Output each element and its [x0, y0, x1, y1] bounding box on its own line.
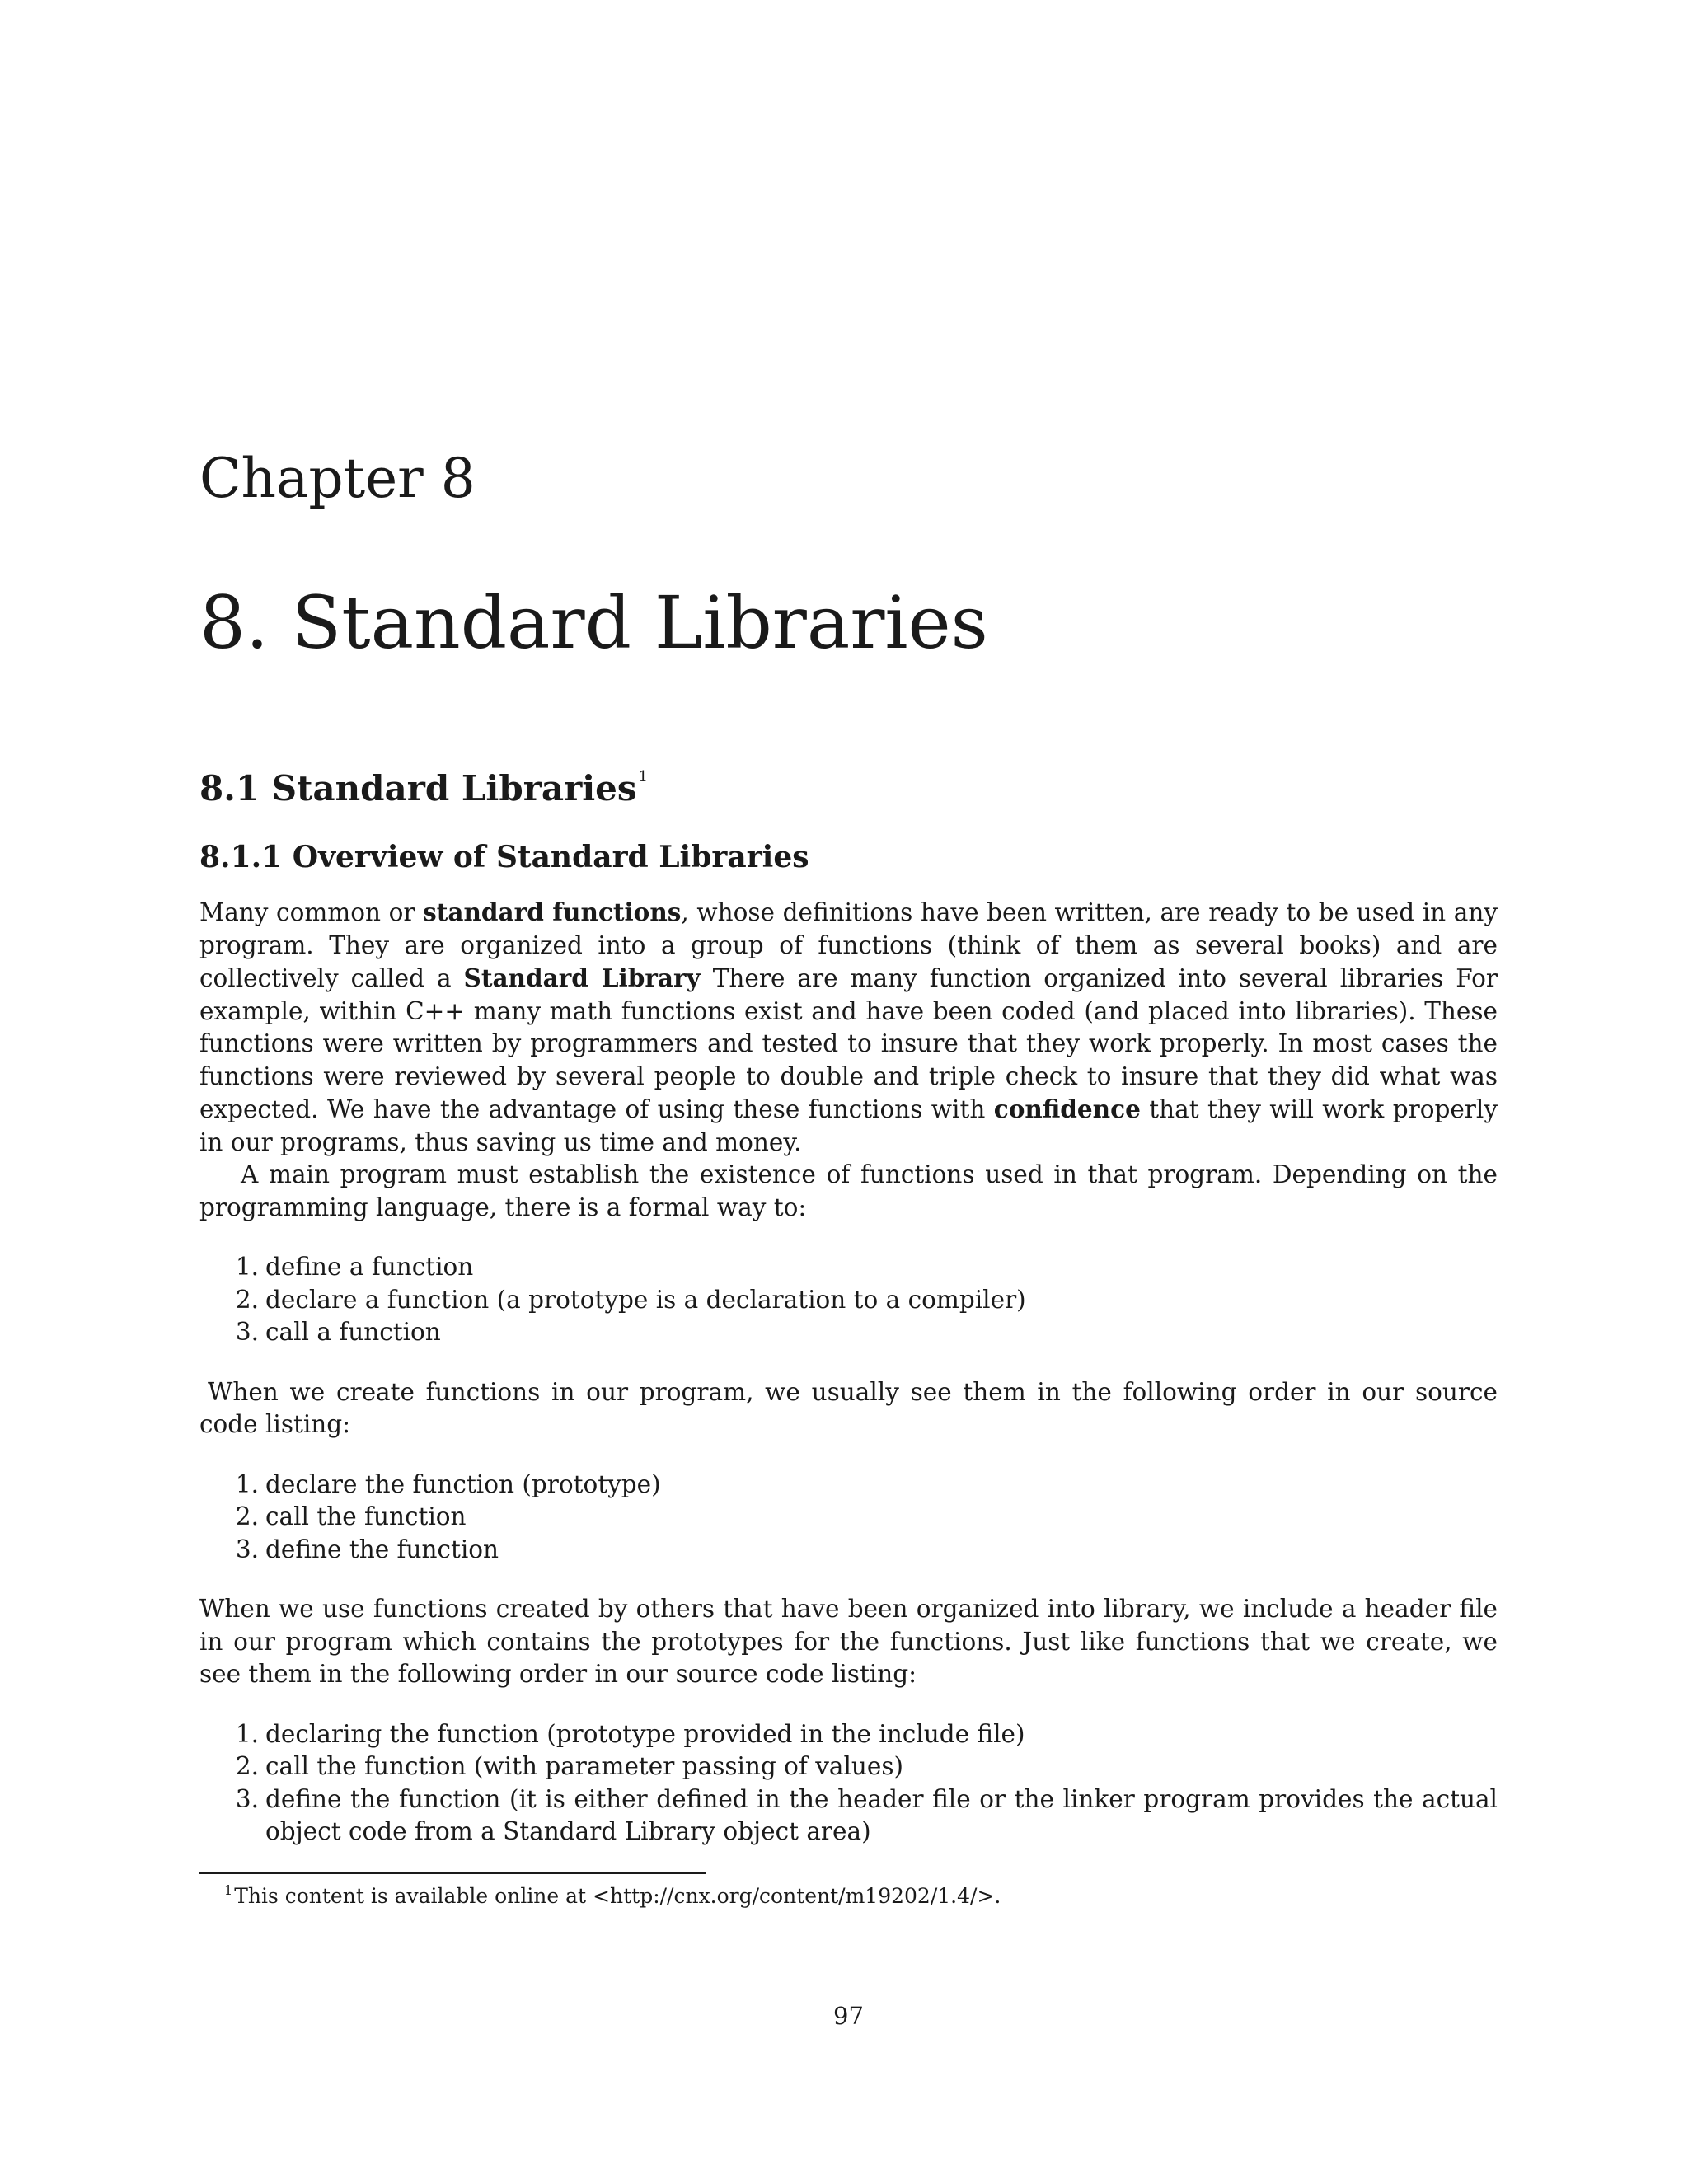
list-number: 3. [235, 1535, 259, 1563]
subsection-heading: 8.1.1 Overview of Standard Libraries [199, 840, 809, 874]
bold-term: confidence [993, 1094, 1141, 1123]
list-number: 2. [235, 1502, 259, 1530]
list-item-text: call a function [265, 1318, 441, 1346]
paragraph-main-program: A main program must establish the existence of functions used in that program. Depending on the programming language, there is a formal way to: [199, 1160, 1498, 1221]
list-item-text: declare a function (a prototype is a declaration to a compiler) [265, 1285, 1026, 1314]
footnote [224, 1884, 1001, 1909]
list-item [235, 1316, 1498, 1349]
paragraph-text: There are many function organized into several libraries For example, within C++ many math functions exist and have been coded (and placed into libraries). These functions were written by programmers and tested to insure that they work properly. In most cases the functions were reviewed by several people to double and triple check to insure that they did what was expected. We have the advantage of using these functions with [199, 964, 1498, 1123]
list-number: 3. [235, 1318, 259, 1346]
paragraph-library-functions: When we use functions created by others that have been organized into library, we include a header file in our program which contains the prototypes for the functions. Just like functions that we create, we see them in the following order in our source code listing: [199, 1595, 1498, 1688]
document-page [199, 0, 1498, 2184]
list-item [235, 1469, 1498, 1502]
paragraph-text: Many common or [199, 898, 424, 926]
paragraph-text: that they will work properly in our programs, thus saving us time and money. [199, 1095, 1498, 1156]
list-item [235, 1501, 1498, 1534]
list-item [235, 1284, 1498, 1317]
list-number: 2. [235, 1752, 259, 1780]
bold-term: Standard Library [463, 963, 701, 992]
list-number: 1. [235, 1719, 259, 1748]
page-number: 97 [833, 2002, 864, 2030]
list-item [235, 1251, 1498, 1284]
list-formal-ways [199, 1251, 1498, 1349]
list-item [235, 1534, 1498, 1567]
footnote-reference: 1 [638, 768, 648, 785]
chapter-label: Chapter 8 [199, 447, 476, 510]
paragraph-overview [199, 896, 1498, 1159]
list-item [235, 1783, 1498, 1849]
section-heading-text: 8.1 Standard Libraries [199, 768, 637, 808]
section-heading [199, 768, 648, 808]
list-library-functions-order [199, 1718, 1498, 1849]
footnote-marker: 1 [224, 1882, 233, 1898]
list-item-text: define the function (it is either defined in the header file or the linker program provides the actual object code from a Standard Library object area) [265, 1784, 1498, 1845]
footnote-divider [199, 1872, 706, 1874]
list-number: 1. [235, 1253, 259, 1281]
body-text [199, 896, 1498, 1876]
bold-term: standard functions [423, 898, 682, 926]
list-item-text: define a function [265, 1253, 474, 1281]
list-item-text: call the function (with parameter passing of values) [265, 1752, 904, 1780]
list-item-text: define the function [265, 1535, 499, 1563]
list-item-text: declaring the function (prototype provided in the include file) [265, 1719, 1025, 1748]
paragraph-text: , whose definitions have been written, are ready to be used in any program. They are organized into a group of functions (think of them as several books) and are collectively called a [199, 898, 1498, 992]
list-item [235, 1718, 1498, 1751]
list-number: 2. [235, 1285, 259, 1314]
list-item-text: call the function [265, 1502, 467, 1530]
paragraph-create-functions: When we create functions in our program, we usually see them in the following order in our source code listing: [199, 1377, 1498, 1438]
list-item-text: declare the function (prototype) [265, 1469, 661, 1498]
list-item [235, 1750, 1498, 1783]
list-own-functions-order [199, 1469, 1498, 1567]
list-number: 1. [235, 1469, 259, 1498]
chapter-title: 8. Standard Libraries [199, 580, 988, 665]
list-number: 3. [235, 1784, 259, 1813]
footnote-text: This content is available online at <http://cnx.org/content/m19202/1.4/>. [234, 1884, 1001, 1908]
